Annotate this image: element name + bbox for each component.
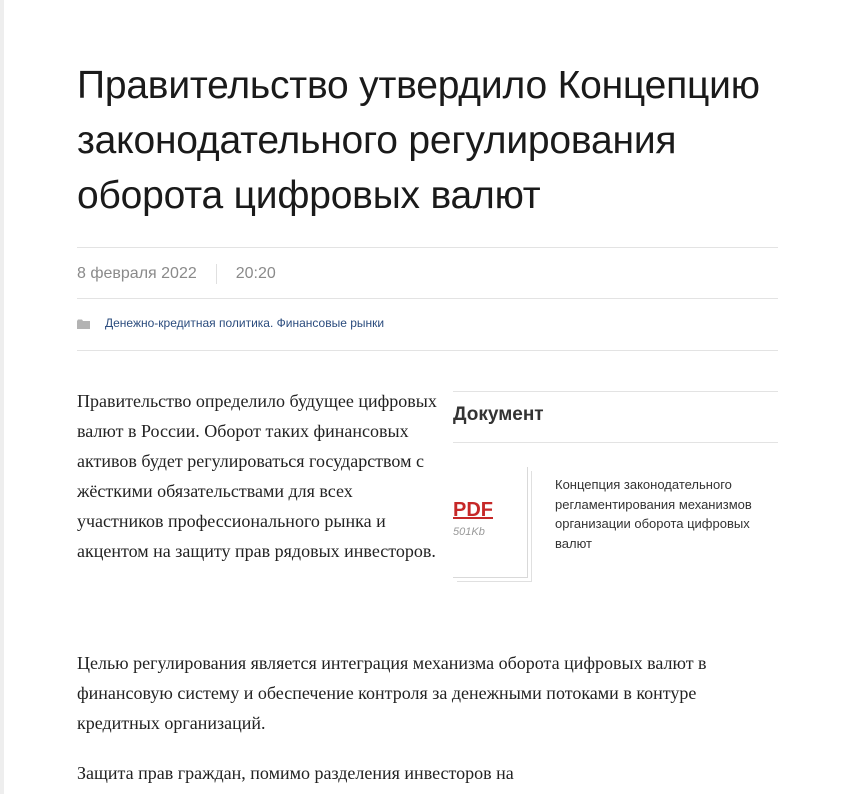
document-heading: Документ: [453, 404, 544, 425]
document-divider: [453, 442, 778, 443]
pdf-file-size: 501Kb: [453, 526, 485, 538]
divider: [77, 247, 778, 248]
folder-icon: [77, 318, 90, 328]
article-paragraph-1: Правительство определило будущее цифровых валют в России. Оборот таких финансовых активов будет регулироваться государством с жёсткими обязательствами для всех участников профессионального рынка и акцентом на защиту прав рядовых инвесторов.: [77, 391, 437, 561]
article-meta: [77, 262, 276, 286]
divider: [77, 350, 778, 351]
pdf-download-card[interactable]: [453, 467, 528, 578]
article-title: Правительство утвердило Концепцию законодательного регулирования оборота цифровых валют: [77, 64, 760, 217]
article-date: 8 февраля 2022: [77, 265, 197, 282]
pdf-link[interactable]: PDF: [453, 499, 493, 521]
article-time: 20:20: [235, 265, 276, 282]
category-link[interactable]: Денежно-кредитная политика. Финансовые рынки: [105, 316, 385, 330]
document-top-divider: [453, 391, 778, 392]
article-paragraph-2: Целью регулирования является интеграция механизма оборота цифровых валют в финансовую систему и обеспечение контроля за денежными потоками в контуре кредитных организаций.: [77, 653, 707, 733]
document-title-link[interactable]: Концепция законодательного регламентирования механизмов организации оборота цифровых валют: [555, 477, 752, 551]
page-left-edge: [0, 0, 4, 794]
article-paragraph-3: Защита прав граждан, помимо разделения инвесторов на: [77, 763, 514, 783]
divider: [77, 298, 778, 299]
article-category: [77, 316, 384, 330]
